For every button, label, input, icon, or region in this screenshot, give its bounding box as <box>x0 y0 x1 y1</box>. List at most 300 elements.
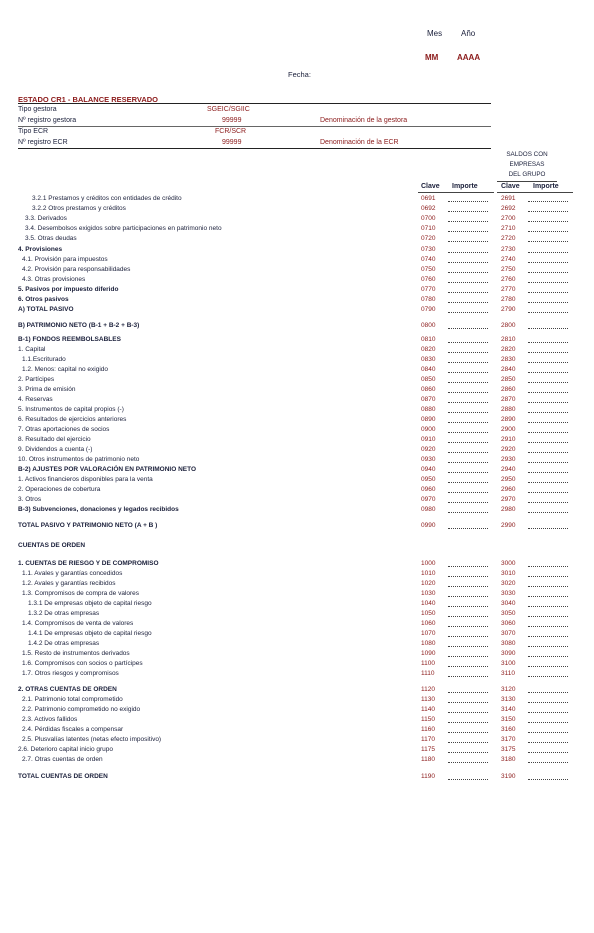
importe-grupo-field[interactable] <box>528 586 568 587</box>
importe-grupo-field[interactable] <box>528 616 568 617</box>
row-label: 1.2. Avales y garantías recibidos <box>22 580 116 587</box>
clave-grupo-code: 2950 <box>501 476 516 483</box>
registro-ecr-label: Nº registro ECR <box>18 139 68 146</box>
table-row <box>0 456 594 465</box>
table-row <box>0 716 594 725</box>
clave-grupo-code: 3140 <box>501 706 516 713</box>
importe-grupo-field[interactable] <box>528 312 568 313</box>
mes-label: Mes <box>427 29 443 38</box>
clave-code: 1090 <box>421 650 436 657</box>
clave-code: 0880 <box>421 406 436 413</box>
importe-field[interactable] <box>448 596 488 597</box>
clave-code: 1030 <box>421 590 436 597</box>
importe-field[interactable] <box>448 328 488 329</box>
importe-field[interactable] <box>448 272 488 273</box>
importe-field[interactable] <box>448 402 488 403</box>
table-row <box>0 396 594 405</box>
importe-field[interactable] <box>448 712 488 713</box>
table-row <box>0 205 594 214</box>
clave-header-2: Clave <box>501 183 520 190</box>
clave-code: 1060 <box>421 620 436 627</box>
importe-field[interactable] <box>448 312 488 313</box>
gestora-rule <box>18 126 491 127</box>
clave-grupo-code: 2830 <box>501 356 516 363</box>
importe-grupo-field[interactable] <box>528 362 568 363</box>
importe-field[interactable] <box>448 666 488 667</box>
ecr-rule <box>18 148 491 149</box>
clave-code: 0910 <box>421 436 436 443</box>
clave-code: 1150 <box>421 716 435 723</box>
importe-grupo-field[interactable] <box>528 752 568 753</box>
clave-code: 1140 <box>421 706 435 713</box>
importe-grupo-field[interactable] <box>528 528 568 529</box>
clave-grupo-code: 3175 <box>501 746 516 753</box>
table-row <box>0 580 594 589</box>
importe-grupo-field[interactable] <box>528 352 568 353</box>
importe-grupo-field[interactable] <box>528 201 568 202</box>
table-row <box>0 486 594 495</box>
row-label: B-2) AJUSTES POR VALORACIÓN EN PATRIMONIO NETO <box>18 466 197 473</box>
clave-grupo-code: 2750 <box>501 266 516 273</box>
clave-grupo-code: 2900 <box>501 426 516 433</box>
importe-field[interactable] <box>448 472 488 473</box>
table-row <box>0 476 594 485</box>
clave-grupo-code: 2910 <box>501 436 516 443</box>
table-row <box>0 426 594 435</box>
clave-code: 0970 <box>421 496 436 503</box>
importe-grupo-field[interactable] <box>528 742 568 743</box>
row-label: 1.3.2 De otras empresas <box>28 610 100 617</box>
importe-grupo-field[interactable] <box>528 606 568 607</box>
table-row <box>0 376 594 385</box>
denominacion-ecr: Denominación de la ECR <box>320 139 399 146</box>
importe-grupo-field[interactable] <box>528 472 568 473</box>
importe-grupo-field[interactable] <box>528 492 568 493</box>
clave-code: 1160 <box>421 726 435 733</box>
clave-code: 0710 <box>421 225 436 232</box>
clave-grupo-code: 2780 <box>501 296 516 303</box>
clave-grupo-code: 3160 <box>501 726 516 733</box>
row-label: 7. Otras aportaciones de socios <box>18 426 110 433</box>
clave-grupo-code: 3050 <box>501 610 516 617</box>
row-label: 1.2. Menos: capital no exigido <box>22 366 108 373</box>
clave-grupo-code: 2740 <box>501 256 516 263</box>
importe-field[interactable] <box>448 779 488 780</box>
importe-grupo-field[interactable] <box>528 302 568 303</box>
importe-grupo-field[interactable] <box>528 272 568 273</box>
row-label: 1.7. Otros riesgos y compromisos <box>22 670 119 677</box>
clave-grupo-code: 3020 <box>501 580 516 587</box>
clave-grupo-code: 2890 <box>501 416 516 423</box>
clave-grupo-code: 3170 <box>501 736 516 743</box>
row-label: B) PATRIMONIO NETO (B-1 + B-2 + B-3) <box>18 322 140 329</box>
registro-gestora-value: 99999 <box>222 117 242 124</box>
table-row <box>0 466 594 475</box>
clave-grupo-code: 3130 <box>501 696 516 703</box>
importe-field[interactable] <box>448 372 488 373</box>
clave-code: 1010 <box>421 570 436 577</box>
clave-code: 0790 <box>421 306 436 313</box>
importe-grupo-field[interactable] <box>528 372 568 373</box>
importe-field[interactable] <box>448 302 488 303</box>
clave-grupo-code: 3060 <box>501 620 516 627</box>
clave-code: 1040 <box>421 600 436 607</box>
importe-field[interactable] <box>448 412 488 413</box>
clave-grupo-code: 2850 <box>501 376 516 383</box>
importe-field[interactable] <box>448 282 488 283</box>
clave-code: 1020 <box>421 580 436 587</box>
importe-field[interactable] <box>448 702 488 703</box>
clave-grupo-code: 2860 <box>501 386 516 393</box>
importe-field[interactable] <box>448 742 488 743</box>
fecha-label: Fecha: <box>288 70 311 79</box>
importe-grupo-field[interactable] <box>528 252 568 253</box>
importe-field[interactable] <box>448 262 488 263</box>
importe-field[interactable] <box>448 576 488 577</box>
row-label: 4.1. Provisión para impuestos <box>22 256 108 263</box>
table-row <box>0 640 594 649</box>
clave-grupo-code: 2970 <box>501 496 516 503</box>
importe-field[interactable] <box>448 201 488 202</box>
importe-grupo-field[interactable] <box>528 241 568 242</box>
row-label: 1. Capital <box>18 346 46 353</box>
clave-code: 0980 <box>421 506 436 513</box>
row-label: 2.4. Pérdidas fiscales a compensar <box>22 726 124 733</box>
importe-grupo-field[interactable] <box>528 502 568 503</box>
clave-grupo-code: 3000 <box>501 560 516 567</box>
clave-code: 0760 <box>421 276 436 283</box>
clave-code: 1130 <box>421 696 435 703</box>
importe-grupo-field[interactable] <box>528 692 568 693</box>
clave-grupo-code: 3180 <box>501 756 516 763</box>
table-row <box>0 416 594 425</box>
clave-grupo-code: 2700 <box>501 215 516 222</box>
row-label: 4. Provisiones <box>18 246 63 253</box>
clave-grupo-code: 2720 <box>501 235 516 242</box>
importe-field[interactable] <box>448 462 488 463</box>
importe-grupo-field[interactable] <box>528 626 568 627</box>
importe-field[interactable] <box>448 606 488 607</box>
table-row <box>0 600 594 609</box>
clave-code: 0810 <box>421 336 436 343</box>
importe-grupo-field[interactable] <box>528 292 568 293</box>
importe-field[interactable] <box>448 482 488 483</box>
clave-grupo-code: 3190 <box>501 773 516 780</box>
row-label: 4.2. Provisión para responsabilidades <box>22 266 131 273</box>
clave-code: 0940 <box>421 466 436 473</box>
row-label: A) TOTAL PASIVO <box>18 306 74 313</box>
table-row <box>0 620 594 629</box>
row-label: 1.5. Resto de instrumentos derivados <box>22 650 130 657</box>
clave-code: 0691 <box>421 195 436 202</box>
row-label: 1.4.2 De otras empresas <box>28 640 100 647</box>
row-label: CUENTAS DE ORDEN <box>18 542 86 549</box>
clave-grupo-code: 3080 <box>501 640 516 647</box>
importe-grupo-field[interactable] <box>528 412 568 413</box>
clave-header-rule-2 <box>497 192 573 193</box>
importe-grupo-field[interactable] <box>528 262 568 263</box>
importe-field[interactable] <box>448 528 488 529</box>
table-row <box>0 590 594 599</box>
clave-code: 0770 <box>421 286 436 293</box>
clave-code: 0800 <box>421 322 436 329</box>
table-row <box>0 610 594 619</box>
importe-field[interactable] <box>448 566 488 567</box>
clave-code: 0730 <box>421 246 436 253</box>
table-row <box>0 195 594 204</box>
importe-field[interactable] <box>448 732 488 733</box>
importe-field[interactable] <box>448 392 488 393</box>
clave-grupo-code: 2940 <box>501 466 516 473</box>
tipo-ecr-value: FCR/SCR <box>215 128 247 135</box>
importe-grupo-field[interactable] <box>528 702 568 703</box>
clave-code: 0830 <box>421 356 436 363</box>
importe-field[interactable] <box>448 432 488 433</box>
row-label: 1. Activos financieros disponibles para la venta <box>18 476 153 483</box>
group-header: SALDOS CON EMPRESAS DEL GRUPO <box>506 151 548 178</box>
table-row <box>0 306 594 315</box>
row-label: 1.4. Compromisos de venta de valores <box>22 620 134 627</box>
clave-code: 0700 <box>421 215 436 222</box>
clave-grupo-code: 3120 <box>501 686 516 693</box>
row-label: 2.6. Deterioro capital inicio grupo <box>18 746 114 753</box>
clave-code: 0720 <box>421 235 436 242</box>
importe-field[interactable] <box>448 221 488 222</box>
importe-field[interactable] <box>448 502 488 503</box>
mes-value: MM <box>425 53 439 62</box>
importe-field[interactable] <box>448 586 488 587</box>
table-row <box>0 670 594 679</box>
importe-header-1: Importe <box>452 183 478 190</box>
importe-grupo-field[interactable] <box>528 402 568 403</box>
row-label: 3.4. Desembolsos exigidos sobre participaciones en patrimonio neto <box>25 225 222 232</box>
row-label: 1.1.Escriturado <box>22 356 66 363</box>
row-label: 1.6. Compromisos con socios o partícipes <box>22 660 143 667</box>
clave-code: 0920 <box>421 446 436 453</box>
importe-grupo-field[interactable] <box>528 666 568 667</box>
row-label: 2.2. Patrimonio comprometido no exigido <box>22 706 141 713</box>
row-label: 6. Otros pasivos <box>18 296 69 303</box>
importe-field[interactable] <box>448 492 488 493</box>
denominacion-gestora: Denominación de la gestora <box>320 117 408 124</box>
table-row <box>0 246 594 255</box>
row-label: 1.1. Avales y garantías concedidos <box>22 570 123 577</box>
clave-code: 0750 <box>421 266 436 273</box>
clave-grupo-code: 2691 <box>501 195 516 202</box>
table-row <box>0 266 594 275</box>
importe-grupo-field[interactable] <box>528 422 568 423</box>
row-label: 3. Otros <box>18 496 42 503</box>
importe-field[interactable] <box>448 382 488 383</box>
clave-grupo-code: 2810 <box>501 336 516 343</box>
importe-grupo-field[interactable] <box>528 566 568 567</box>
table-row <box>0 386 594 395</box>
table-row <box>0 446 594 455</box>
importe-grupo-field[interactable] <box>528 482 568 483</box>
importe-header-2: Importe <box>533 183 559 190</box>
row-label: 3. Prima de emisión <box>18 386 76 393</box>
clave-grupo-code: 3100 <box>501 660 516 667</box>
importe-grupo-field[interactable] <box>528 512 568 513</box>
importe-field[interactable] <box>448 352 488 353</box>
table-row <box>0 276 594 285</box>
clave-grupo-code: 3070 <box>501 630 516 637</box>
importe-grupo-field[interactable] <box>528 211 568 212</box>
clave-grupo-code: 2840 <box>501 366 516 373</box>
importe-field[interactable] <box>448 422 488 423</box>
importe-field[interactable] <box>448 512 488 513</box>
row-label: 3.5. Otras deudas <box>25 235 77 242</box>
clave-grupo-code: 3040 <box>501 600 516 607</box>
importe-grupo-field[interactable] <box>528 596 568 597</box>
clave-grupo-code: 2770 <box>501 286 516 293</box>
importe-grupo-field[interactable] <box>528 656 568 657</box>
row-label: 4. Reservas <box>18 396 53 403</box>
importe-grupo-field[interactable] <box>528 676 568 677</box>
row-label: B-1) FONDOS REEMBOLSABLES <box>18 336 121 343</box>
row-label: 4.3. Otras provisiones <box>22 276 86 283</box>
importe-grupo-field[interactable] <box>528 576 568 577</box>
table-row <box>0 436 594 445</box>
clave-header-rule-1 <box>418 192 494 193</box>
clave-code: 1080 <box>421 640 436 647</box>
table-row <box>0 522 594 531</box>
importe-field[interactable] <box>448 211 488 212</box>
tipo-gestora-value: SGEIC/SGIIC <box>207 106 250 113</box>
table-row <box>0 366 594 375</box>
table-row <box>0 630 594 639</box>
clave-code: 0930 <box>421 456 436 463</box>
importe-field[interactable] <box>448 752 488 753</box>
clave-code: 1175 <box>421 746 435 753</box>
importe-field[interactable] <box>448 362 488 363</box>
row-label: 3.2.1 Prestamos y créditos con entidades de crédito <box>32 195 182 202</box>
row-label: 3.2.2 Otros prestamos y créditos <box>32 205 126 212</box>
clave-grupo-code: 2800 <box>501 322 516 329</box>
row-label: 2. Partícipes <box>18 376 55 383</box>
clave-code: 0820 <box>421 346 436 353</box>
clave-grupo-code: 3110 <box>501 670 515 677</box>
importe-grupo-field[interactable] <box>528 646 568 647</box>
clave-grupo-code: 2692 <box>501 205 516 212</box>
importe-field[interactable] <box>448 342 488 343</box>
importe-grupo-field[interactable] <box>528 712 568 713</box>
anio-value: AAAA <box>457 53 481 62</box>
table-row <box>0 560 594 569</box>
row-label: 2.7. Otras cuentas de orden <box>22 756 103 763</box>
importe-field[interactable] <box>448 692 488 693</box>
importe-grupo-field[interactable] <box>528 732 568 733</box>
clave-code: 0860 <box>421 386 436 393</box>
title-rule <box>18 103 491 104</box>
table-row <box>0 746 594 755</box>
clave-code: 1050 <box>421 610 436 617</box>
row-label: 2. OTRAS CUENTAS DE ORDEN <box>18 686 117 693</box>
row-label: 2.5. Plusvalías latentes (netas efecto impositivo) <box>22 736 162 743</box>
importe-grupo-field[interactable] <box>528 392 568 393</box>
importe-field[interactable] <box>448 252 488 253</box>
group-header-rule <box>497 181 557 182</box>
row-label: 5. Pasivos por impuesto diferido <box>18 286 119 293</box>
clave-grupo-code: 2980 <box>501 506 516 513</box>
importe-field[interactable] <box>448 241 488 242</box>
clave-code: 1170 <box>421 736 435 743</box>
table-row <box>0 406 594 415</box>
importe-field[interactable] <box>448 442 488 443</box>
row-label: TOTAL CUENTAS DE ORDEN <box>18 773 108 780</box>
row-label: 1.3. Compromisos de compra de valores <box>22 590 140 597</box>
anio-label: Año <box>461 29 476 38</box>
row-label: B-3) Subvenciones, donaciones y legados recibidos <box>18 506 179 513</box>
table-row <box>0 506 594 515</box>
tipo-ecr-label: Tipo ECR <box>18 128 49 135</box>
table-row <box>0 356 594 365</box>
registro-gestora-label: Nº registro gestora <box>18 117 77 124</box>
importe-field[interactable] <box>448 231 488 232</box>
importe-field[interactable] <box>448 636 488 637</box>
row-label: 3.3. Derivados <box>25 215 67 222</box>
clave-code: 0850 <box>421 376 436 383</box>
importe-grupo-field[interactable] <box>528 432 568 433</box>
table-row <box>0 773 594 782</box>
clave-grupo-code: 2820 <box>501 346 516 353</box>
importe-grupo-field[interactable] <box>528 382 568 383</box>
clave-code: 1070 <box>421 630 436 637</box>
table-row <box>0 215 594 224</box>
clave-code: 0900 <box>421 426 436 433</box>
importe-grupo-field[interactable] <box>528 442 568 443</box>
clave-grupo-code: 3090 <box>501 650 516 657</box>
table-row <box>0 336 594 345</box>
clave-grupo-code: 3030 <box>501 590 516 597</box>
clave-grupo-code: 2730 <box>501 246 516 253</box>
table-row <box>0 542 594 551</box>
importe-grupo-field[interactable] <box>528 342 568 343</box>
importe-field[interactable] <box>448 656 488 657</box>
clave-grupo-code: 2920 <box>501 446 516 453</box>
importe-field[interactable] <box>448 646 488 647</box>
clave-code: 0890 <box>421 416 436 423</box>
clave-code: 0870 <box>421 396 436 403</box>
table-row <box>0 696 594 705</box>
clave-grupo-code: 3150 <box>501 716 516 723</box>
importe-grupo-field[interactable] <box>528 722 568 723</box>
importe-field[interactable] <box>448 676 488 677</box>
importe-grupo-field[interactable] <box>528 462 568 463</box>
importe-grupo-field[interactable] <box>528 231 568 232</box>
importe-grupo-field[interactable] <box>528 452 568 453</box>
importe-grupo-field[interactable] <box>528 221 568 222</box>
importe-field[interactable] <box>448 626 488 627</box>
importe-grupo-field[interactable] <box>528 282 568 283</box>
importe-grupo-field[interactable] <box>528 762 568 763</box>
importe-field[interactable] <box>448 616 488 617</box>
clave-header-1: Clave <box>421 183 440 190</box>
importe-grupo-field[interactable] <box>528 636 568 637</box>
importe-field[interactable] <box>448 722 488 723</box>
table-row <box>0 706 594 715</box>
importe-field[interactable] <box>448 762 488 763</box>
importe-field[interactable] <box>448 452 488 453</box>
importe-field[interactable] <box>448 292 488 293</box>
row-label: 1. CUENTAS DE RIESGO Y DE COMPROMISO <box>18 560 159 567</box>
table-row <box>0 346 594 355</box>
row-label: 2.3. Activos fallidos <box>22 716 78 723</box>
importe-grupo-field[interactable] <box>528 328 568 329</box>
importe-grupo-field[interactable] <box>528 779 568 780</box>
table-row <box>0 736 594 745</box>
tipo-gestora-label: Tipo gestora <box>18 106 57 113</box>
